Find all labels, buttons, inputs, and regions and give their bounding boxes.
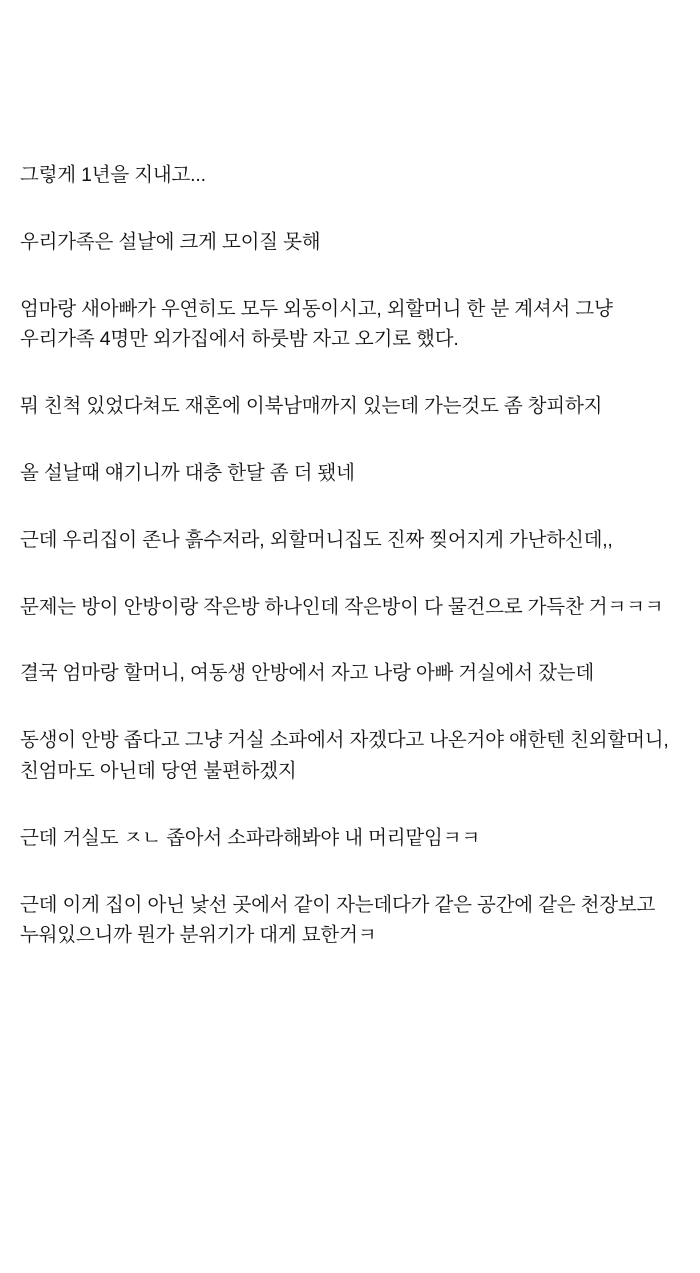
paragraph: 엄마랑 새아빠가 우연히도 모두 외동이시고, 외할머니 한 분 계셔서 그냥 우리가족 4명만 외가집에서 하룻밤 자고 오기로 했다.	[20, 297, 618, 351]
top-spacer	[20, 0, 680, 160]
paragraph: 올 설날때 얘기니까 대충 한달 좀 더 됐네	[20, 461, 355, 484]
paragraph: 그렇게 1년을 지내고...	[20, 164, 206, 186]
paragraph: 동생이 안방 좁다고 그냥 거실 소파에서 자겠다고 나온거야 얘한텐 친외할머니, 친엄마도 아닌데 당연 불편하겠지	[20, 729, 674, 782]
paragraph: 근데 거실도 ㅈㄴ 좁아서 소파라해봐야 내 머리맡임ㅋㅋ	[20, 826, 480, 849]
paragraph: 결국 엄마랑 할머니, 여동생 안방에서 자고 나랑 아빠 거실에서 잤는데	[20, 662, 595, 685]
paragraph: 문제는 방이 안방이랑 작은방 하나인데 작은방이 다 물건으로 가득찬 거ㅋㅋㅋ	[20, 595, 664, 618]
paragraph: 뭐 친척 있었다쳐도 재혼에 이북남매까지 있는데 가는것도 좀 창피하지	[20, 395, 603, 418]
bottom-spacer	[20, 985, 680, 1005]
paragraph: 근데 우리집이 존나 흙수저라, 외할머니집도 진짜 찢어지게 가난하신데,,	[20, 528, 613, 551]
story-text-block	[20, 160, 680, 951]
paragraph: 근데 이게 집이 아닌 낯선 곳에서 같이 자는데다가 같은 공간에 같은 천장보고 누워있으니까 뭔가 분위기가 대게 묘한거ㅋ	[20, 893, 661, 947]
paragraph: 우리가족은 설날에 크게 모이질 못해	[20, 230, 321, 253]
